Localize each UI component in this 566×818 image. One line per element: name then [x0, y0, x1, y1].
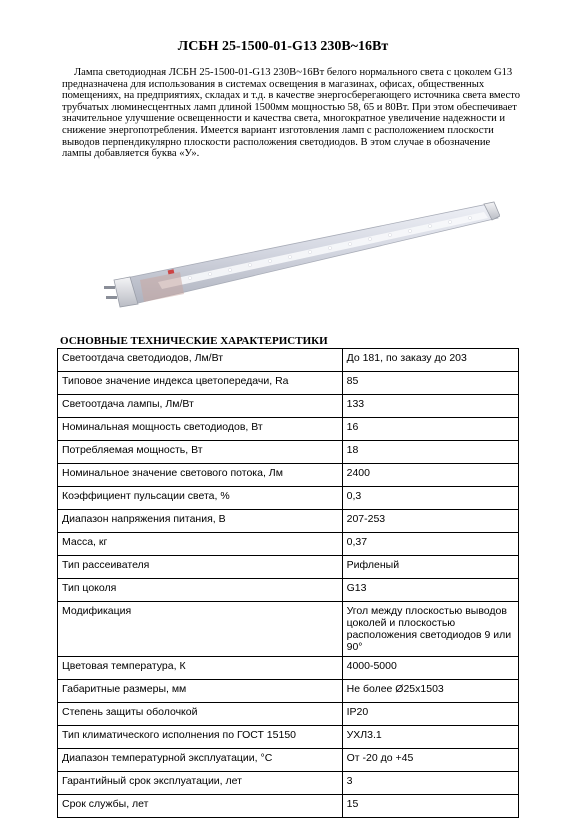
spec-value: 3 [342, 772, 518, 795]
spec-parameter: Тип цоколя [58, 579, 343, 602]
spec-parameter: Тип климатического исполнения по ГОСТ 15150 [58, 726, 343, 749]
spec-parameter: Светоотдача лампы, Лм/Вт [58, 395, 343, 418]
spec-value: G13 [342, 579, 518, 602]
spec-parameter: Масса, кг [58, 533, 343, 556]
spec-value: До 181, по заказу до 203 [342, 349, 518, 372]
spec-value: 2400 [342, 464, 518, 487]
table-row [58, 556, 519, 579]
spec-parameter: Номинальное значение светового потока, Лм [58, 464, 343, 487]
specs-table [57, 348, 519, 818]
spec-value: 85 [342, 372, 518, 395]
spec-parameter: Диапазон температурной эксплуатации, °С [58, 749, 343, 772]
spec-value: 4000-5000 [342, 657, 518, 680]
spec-value: Угол между плоскостью выводов цоколей и плоскостью расположения светодиодов 9 или 90° [342, 602, 518, 657]
spec-value: От -20 до +45 [342, 749, 518, 772]
spec-value: 18 [342, 441, 518, 464]
spec-value: 0,3 [342, 487, 518, 510]
spec-parameter: Гарантийный срок эксплуатации, лет [58, 772, 343, 795]
table-row [58, 579, 519, 602]
spec-value: 207-253 [342, 510, 518, 533]
spec-parameter: Типовое значение индекса цветопередачи, Ra [58, 372, 343, 395]
spec-parameter: Номинальная мощность светодиодов, Вт [58, 418, 343, 441]
table-row [58, 395, 519, 418]
table-row [58, 680, 519, 703]
spec-value: IP20 [342, 703, 518, 726]
spec-parameter: Тип рассеивателя [58, 556, 343, 579]
spec-parameter: Модификация [58, 602, 343, 657]
table-row [58, 464, 519, 487]
table-row [58, 349, 519, 372]
table-row [58, 533, 519, 556]
table-row [58, 657, 519, 680]
spec-value: 15 [342, 795, 518, 818]
table-row [58, 372, 519, 395]
table-row [58, 441, 519, 464]
spec-value: Рифленый [342, 556, 518, 579]
spec-value: 0,37 [342, 533, 518, 556]
spec-parameter: Светоотдача светодиодов, Лм/Вт [58, 349, 343, 372]
spec-parameter: Габаритные размеры, мм [58, 680, 343, 703]
spec-parameter: Срок службы, лет [58, 795, 343, 818]
led-tube-lamp-image [100, 190, 500, 315]
table-row [58, 772, 519, 795]
spec-parameter: Потребляемая мощность, Вт [58, 441, 343, 464]
table-row [58, 795, 519, 818]
spec-parameter: Степень защиты оболочкой [58, 703, 343, 726]
table-row [58, 749, 519, 772]
spec-value: 133 [342, 395, 518, 418]
spec-value: 16 [342, 418, 518, 441]
table-row [58, 418, 519, 441]
table-row [58, 703, 519, 726]
spec-value: УХЛ3.1 [342, 726, 518, 749]
section-heading-specs: ОСНОВНЫЕ ТЕХНИЧЕСКИЕ ХАРАКТЕРИСТИКИ [60, 335, 328, 347]
spec-value: Не более Ø25x1503 [342, 680, 518, 703]
table-row [58, 602, 519, 657]
table-row [58, 726, 519, 749]
spec-parameter: Цветовая температура, К [58, 657, 343, 680]
document-title: ЛСБН 25-1500-01-G13 230В~16Вт [177, 39, 389, 54]
table-row [58, 510, 519, 533]
product-description: Лампа светодиодная ЛСБН 25-1500-01-G13 230В~16Вт белого нормального света с цоколем G13 предназначена для использования в системах освещения в магазинах, офисах, общественных помещениях, на предприятиях, складах и т.д. в качестве энергосберегающего источника света вместо трубчатых люминесцентных ламп длиной 1500мм мощностью 58, 65 и 80Вт. При этом обеспечивает значительное улучшение освещенности и качества света, многократное увеличение надежности и снижение энергопотребления. Имеется вариант изготовления ламп с расположением плоскости выводов перпендикулярно плоскости расположения светодиодов. В этом случае в обозначение лампы добавляется буква «У». [62, 67, 521, 160]
spec-parameter: Диапазон напряжения питания, В [58, 510, 343, 533]
spec-parameter: Коэффициент пульсации света, % [58, 487, 343, 510]
table-row [58, 487, 519, 510]
